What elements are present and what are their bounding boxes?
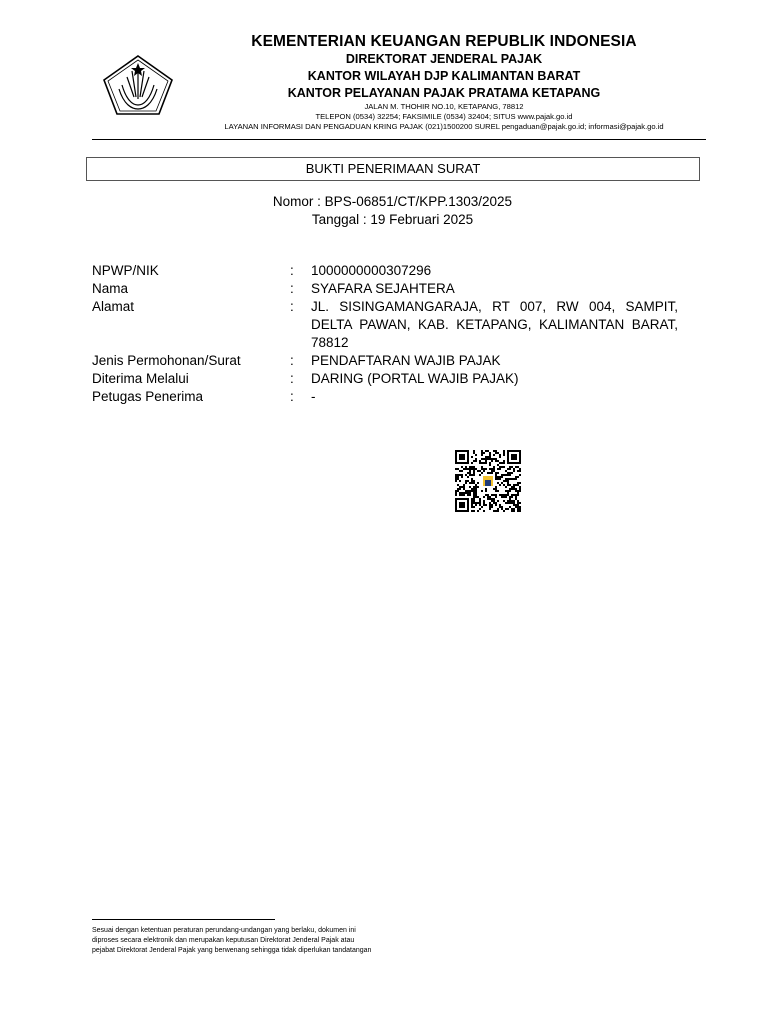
- field-petugas-penerima: [92, 388, 678, 406]
- field-colon: :: [290, 353, 294, 368]
- field-colon: :: [290, 281, 294, 296]
- office-contact: TELEPON (0534) 32254; FAKSIMILE (0534) 32404; SITUS www.pajak.go.id: [315, 112, 573, 121]
- footnote: [92, 926, 371, 956]
- document-title: BUKTI PENERIMAAN SURAT: [86, 157, 700, 181]
- service-contact: LAYANAN INFORMASI DAN PENGADUAN KRING PAJAK (021)1500200 SUREL pengaduan@pajak.go.id; informasi@pajak.go.id: [224, 122, 664, 131]
- field-colon: :: [290, 299, 294, 314]
- field-label: Nama: [92, 281, 129, 296]
- field-jenis-permohonan: [92, 352, 678, 370]
- field-label: Alamat: [92, 299, 135, 314]
- field-label: Diterima Melalui: [92, 371, 189, 386]
- field-value: JL. SISINGAMANGARAJA, RT 007, RW 004, SAMPIT, DELTA PAWAN, KAB. KETAPANG, KALIMANTAN BARAT, 78812: [311, 299, 678, 350]
- field-alamat: [92, 298, 678, 352]
- field-label: Jenis Permohonan/Surat: [92, 353, 241, 368]
- field-colon: :: [290, 371, 294, 386]
- document-date: Tanggal : 19 Februari 2025: [311, 212, 474, 227]
- header-divider: [92, 139, 706, 140]
- regional-office-name: KANTOR WILAYAH DJP KALIMANTAN BARAT: [307, 69, 581, 83]
- field-npwp: [92, 262, 678, 280]
- tax-office-name: KANTOR PELAYANAN PAJAK PRATAMA KETAPANG: [287, 86, 601, 100]
- ministry-name: KEMENTERIAN KEUANGAN REPUBLIK INDONESIA: [251, 33, 637, 50]
- field-value: -: [311, 389, 316, 404]
- field-value: 1000000000307296: [311, 263, 432, 278]
- field-value: SYAFARA SEJAHTERA: [311, 281, 455, 296]
- field-label: NPWP/NIK: [92, 263, 159, 278]
- field-diterima-melalui: [92, 370, 678, 388]
- qr-code-icon: [455, 450, 521, 512]
- detail-fields: [92, 262, 678, 406]
- office-address: JALAN M. THOHIR NO.10, KETAPANG, 78812: [364, 102, 524, 111]
- field-nama: [92, 280, 678, 298]
- field-value: PENDAFTARAN WAJIB PAJAK: [311, 353, 501, 368]
- footnote-line: pejabat Direktorat Jenderal Pajak yang berwenang sehingga tidak diperlukan tandatangan: [92, 947, 372, 954]
- kemenkeu-logo-icon: [102, 55, 174, 115]
- field-label: Petugas Penerima: [92, 389, 204, 404]
- letterhead: [180, 32, 708, 132]
- footnote-divider: [92, 919, 275, 920]
- field-value: DARING (PORTAL WAJIB PAJAK): [311, 371, 519, 386]
- directorate-name: DIREKTORAT JENDERAL PAJAK: [345, 52, 543, 66]
- footnote-line: Sesuai dengan ketentuan peraturan perundang-undangan yang berlaku, dokumen ini: [92, 927, 356, 934]
- field-colon: :: [290, 263, 294, 278]
- field-colon: :: [290, 389, 294, 404]
- document-number: Nomor : BPS-06851/CT/KPP.1303/2025: [272, 194, 513, 209]
- footnote-line: diproses secara elektronik dan merupakan keputusan Direktorat Jenderal Pajak atau: [92, 937, 355, 944]
